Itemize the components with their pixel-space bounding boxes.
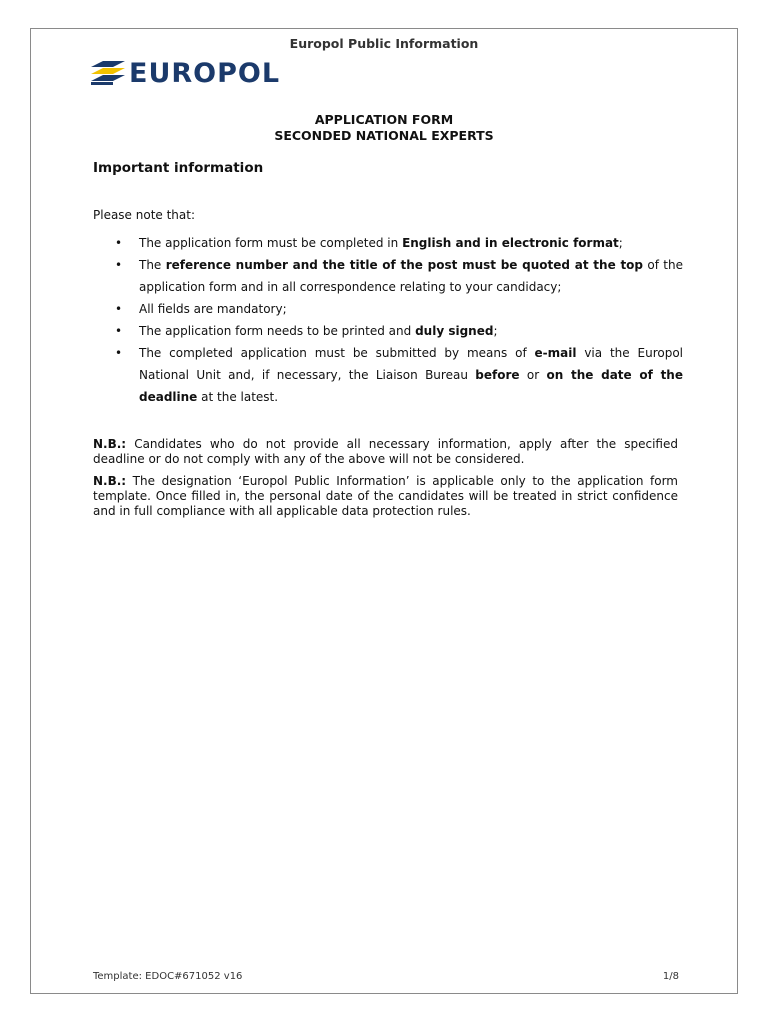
note-item [93, 342, 683, 408]
classification-label: Europol Public Information [289, 36, 479, 51]
nb-label: N.B.: [93, 437, 127, 451]
intro-text: Please note that: [93, 208, 196, 222]
note-item [93, 254, 683, 298]
note-text: The application form needs to be printed and [139, 324, 416, 338]
nb-text: The designation ‘Europol Public Information’ is applicable only to the application form template. Once filled in, the personal date of the candidates will be treated in strict confidence and in full compliance with all applicable data protection rules. [93, 474, 678, 518]
note-text: The application form must be completed in [139, 236, 403, 250]
form-title [31, 112, 737, 144]
nb-label: N.B.: [93, 474, 127, 488]
note-item [93, 320, 683, 342]
page-number: 1/8 [662, 971, 679, 982]
note-text: via the Europol National Unit and, if necessary, the Liaison Bureau [139, 346, 683, 382]
note-item [93, 298, 683, 320]
nb-note-2 [93, 474, 678, 519]
note-emphasis: before [475, 368, 520, 382]
form-title-line1: APPLICATION FORM [314, 112, 454, 127]
note-text: at the latest. [197, 390, 279, 404]
note-text: All fields are mandatory; [139, 302, 287, 316]
europol-logo [91, 59, 280, 87]
nb-text: Candidates who do not provide all necessary information, apply after the specified deadline or do not comply with any of the above will not be considered. [93, 437, 678, 466]
template-reference: Template: EDOC#671052 v16 [93, 971, 243, 982]
note-emphasis: reference number and the title of the post must be quoted at the top [165, 258, 644, 272]
note-text: of the application form and in all correspondence relating to your candidacy; [139, 258, 683, 294]
nb-note-1 [93, 437, 678, 467]
form-title-line2: SECONDED NATIONAL EXPERTS [274, 128, 494, 143]
note-emphasis: e-mail [534, 346, 577, 360]
europol-logo-text: EUROPOL [129, 57, 281, 89]
document-page [30, 28, 738, 994]
note-text: The [139, 258, 166, 272]
section-heading: Important information [93, 160, 264, 176]
note-text: The completed application must be submitted by means of [139, 346, 535, 360]
note-emphasis: duly signed [415, 324, 494, 338]
note-text: ; [618, 236, 623, 250]
note-emphasis: on the date of the deadline [139, 368, 683, 404]
note-item [93, 232, 683, 254]
note-text: ; [493, 324, 498, 338]
europol-logo-icon [91, 61, 125, 85]
note-text: or [519, 368, 547, 382]
notes-list [93, 232, 683, 408]
note-emphasis: English and in electronic format [402, 236, 619, 250]
